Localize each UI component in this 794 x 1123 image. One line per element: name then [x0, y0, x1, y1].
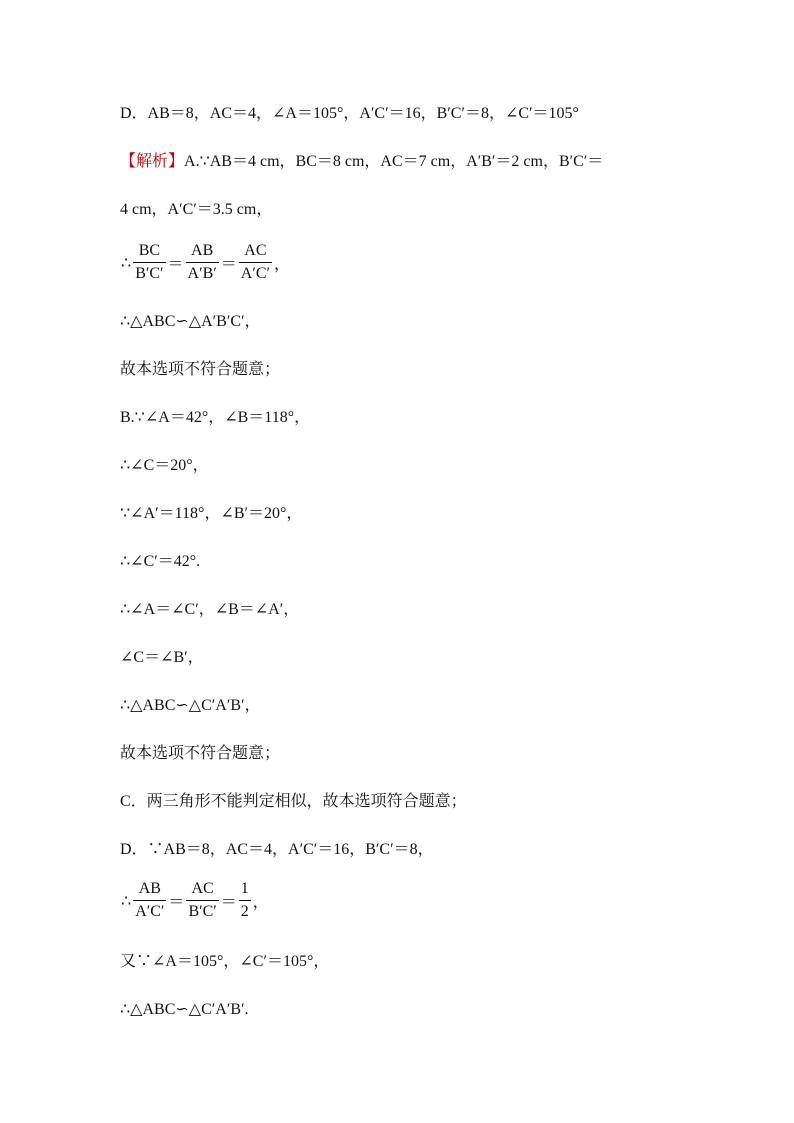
fraction-equation-1	[120, 240, 291, 285]
step-line: ∵∠A′＝118°，∠B′＝20°，	[120, 505, 303, 522]
numerator: AB	[133, 878, 166, 901]
numerator: 1	[239, 878, 251, 901]
option-c-line: C．两三角形不能判定相似，故本选项符合题意；	[120, 793, 467, 810]
fraction	[239, 878, 251, 923]
numerator: AB	[186, 240, 219, 263]
option-b-line: B.∵∠A＝42°，∠B＝118°，	[120, 409, 311, 426]
conclusion-line: ∴△ABC∽△C′A′B′，	[120, 697, 261, 714]
step-line: 又∵∠A＝105°，∠C′＝105°，	[120, 953, 330, 970]
analysis-text-a-cont: 4 cm，A′C′＝3.5 cm，	[120, 201, 273, 218]
denominator: 2	[240, 903, 249, 920]
fraction	[186, 878, 218, 923]
equals-sign: ＝	[167, 256, 184, 273]
step-line: ∴∠C＝20°，	[120, 457, 209, 474]
equals-sign: ＝	[168, 894, 185, 911]
fraction	[133, 878, 166, 923]
option-d-analysis-line: D．∵AB＝8，AC＝4，A′C′＝16，B′C′＝8，	[120, 841, 434, 858]
step-line: ∴∠A＝∠C′，∠B＝∠A′，	[120, 601, 300, 618]
numerator: AC	[186, 878, 218, 901]
denominator: A′C′	[135, 903, 165, 920]
fraction	[133, 240, 165, 285]
numerator: BC	[133, 240, 165, 263]
numerator: AC	[239, 240, 272, 263]
verdict-line: 故本选项不符合题意；	[120, 745, 281, 762]
fraction	[186, 240, 219, 285]
step-line: ∠C＝∠B′，	[120, 649, 204, 666]
analysis-line	[120, 152, 603, 172]
fraction-equation-2	[120, 878, 270, 923]
therefore-symbol: ∴	[121, 254, 132, 272]
option-d-text: D．AB＝8，AC＝4，∠A＝105°，A′C′＝16，B′C′＝8，∠C′＝105°	[120, 105, 579, 122]
denominator: B′C′	[188, 903, 217, 920]
comma: ，	[274, 256, 291, 273]
comma: ，	[252, 894, 269, 911]
step-line: ∴∠C′＝42°.	[120, 553, 201, 570]
analysis-text-a: A.∵AB＝4 cm，BC＝8 cm，AC＝7 cm，A′B′＝2 cm，B′C′＝	[184, 153, 604, 170]
denominator: A′B′	[187, 265, 217, 282]
conclusion-line: ∴△ABC∽△A′B′C′，	[120, 313, 261, 330]
equals-sign: ＝	[220, 894, 237, 911]
fraction	[239, 240, 272, 285]
conclusion-line: ∴△ABC∽△C′A′B′.	[120, 1001, 249, 1018]
denominator: A′C′	[240, 265, 271, 282]
equals-sign: ＝	[220, 256, 237, 273]
therefore-symbol: ∴	[121, 892, 132, 910]
analysis-tag: 【解析】	[120, 153, 185, 170]
denominator: B′C′	[135, 265, 164, 282]
verdict-line: 故本选项不符合题意；	[120, 361, 281, 378]
